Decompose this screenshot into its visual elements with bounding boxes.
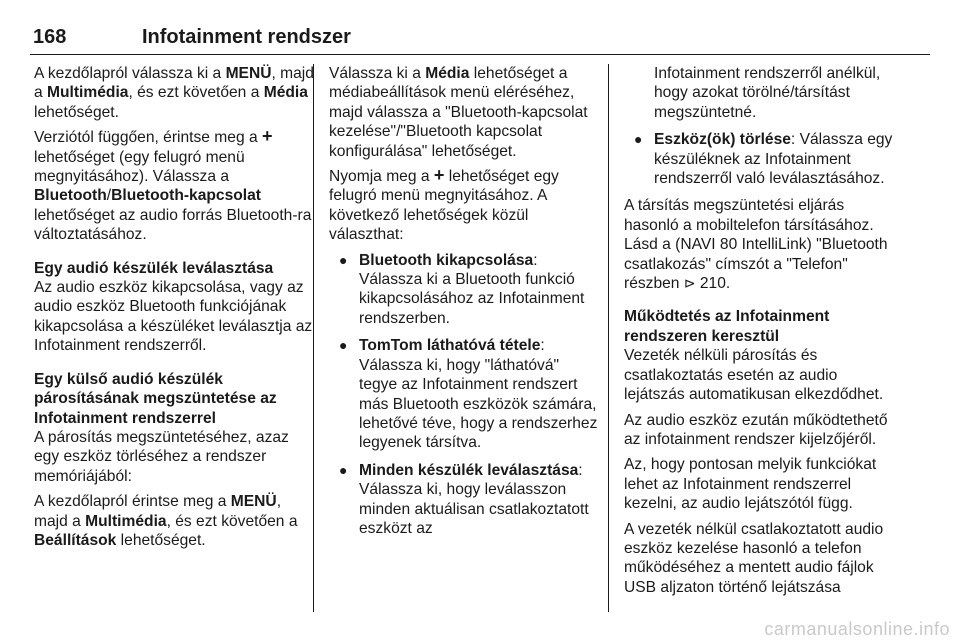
paragraph: Az audio eszköz kikapcsolása, vagy az audio eszköz Bluetooth funkciójának kikapcsolása a készüléket leválasztja az Infotainment rendszerről. [34, 279, 313, 355]
bullet-icon: ● [339, 461, 348, 478]
bullet-icon: ● [339, 251, 348, 268]
paragraph: Az audio eszköz ezután működtethető az infotainment rendszer kijelzőjéről. [624, 411, 888, 448]
section-heading: Egy audió készülék leválasztása [34, 259, 274, 277]
bullet-icon: ● [634, 131, 643, 148]
paragraph: Az, hogy pontosan melyik funkciókat lehet az Infotainment rendszerrel kezelni, az audio lejátszótól függ. [624, 456, 877, 513]
paragraph: A kezdőlapról érintse meg a MENÜ, majd a Multimédia, és ezt követően a Beállítások lehetőséget. [34, 493, 298, 549]
plus-icon: + [261, 126, 273, 147]
running-title: Infotainment rendszer [142, 26, 351, 48]
column-2 [329, 64, 599, 546]
paragraph: Verziótól függően, érintse meg a + lehetőséget (egy felugró menü megnyitásához). Válassza a Bluetooth/Bluetooth-kapcsolat lehetőséget az audio forrás Bluetooth-ra változtatásához. [34, 126, 312, 244]
paragraph: A párosítás megszüntetéséhez, azaz egy eszköz törléséhez a rendszer memóriájából: [34, 428, 289, 485]
list-item: ● Bluetooth kikapcsolása: Válassza ki a Bluetooth funkció kikapcsolásához az Infotainment rendszerben. [339, 251, 585, 327]
bullet-icon: ● [339, 337, 348, 354]
list-item: ● Minden készülék leválasztása: Válassza ki, hogy leválasszon minden aktuálisan csatlakoztatott eszközt az [339, 461, 589, 537]
paragraph: A vezeték nélkül csatlakoztatott audio eszköz kezelése hasonló a telefon működéséhez a mentett audio fájlok USB aljzaton történő lejátszása [624, 520, 884, 596]
list-item: ● TomTom láthatóvá tétele: Válassza ki, hogy "láthatóvá" tegye az Infotainment rendszert más Bluetooth eszközök számára, lehetővé téve, hogy a rendszerhez legyenek társítva. [339, 337, 598, 452]
settings-term: Beállítások [34, 531, 117, 549]
bluetooth-term: Bluetooth [34, 187, 107, 205]
paragraph: Vezeték nélküli párosítás és csatlakoztatás esetén az audio lejátszás automatikusan elkezdődhet. [624, 347, 884, 404]
paragraph: A kezdőlapról válassza ki a MENÜ, majd a Multimédia, és ezt követően a Média lehetőséget. [34, 65, 314, 121]
section-heading: Működtetés az Infotainment rendszeren keresztül [624, 308, 830, 345]
list-item: ● Eszköz(ök) törlése: Válassza egy készüléknek az Infotainment rendszerről való leválasztásához. [634, 131, 893, 188]
plus-icon: + [433, 165, 445, 186]
page-header [30, 24, 930, 55]
column-1 [34, 64, 316, 556]
section-heading: Egy külső audió készülék párosításának megszüntetése az Infotainment rendszerrel [34, 370, 277, 427]
list-item-continuation: Infotainment rendszerről anélkül, hogy azokat törölné/társítást megszüntetné. [654, 65, 881, 121]
media-term: Média [425, 65, 470, 82]
bluetooth-connection-term: Bluetooth-kapcsolat [111, 187, 261, 205]
column-divider [608, 64, 609, 612]
menu-term: MENÜ [230, 493, 277, 511]
watermark: carmanualsonline.info [764, 619, 950, 639]
column-3 [624, 64, 894, 603]
media-term: Média [263, 84, 308, 102]
paragraph: A társítás megszüntetési eljárás hasonló a mobiltelefon társításához. Lásd a (NAVI 80 IntelliLink) "Bluetooth csatlakozás" címszót a "Telefon" részben ⊳ 210. [624, 197, 888, 293]
multimedia-term: Multimédia [47, 84, 129, 102]
menu-term: MENÜ [225, 65, 272, 82]
page-number: 168 [33, 26, 67, 48]
multimedia-term: Multimédia [85, 512, 167, 530]
paragraph: Nyomja meg a + lehetőséget egy felugró menü megnyitásához. A következő lehetőségek közül választhat: [329, 165, 559, 244]
paragraph: Válassza ki a Média lehetőséget a médiabeállítások menü eléréséhez, majd válassza a "Bluetooth-kapcsolat kezelése"/"Bluetooth kapcsolat konfigurálása" lehetőséget. [329, 65, 588, 160]
page-reference-arrow-icon: ⊳ [683, 275, 696, 292]
